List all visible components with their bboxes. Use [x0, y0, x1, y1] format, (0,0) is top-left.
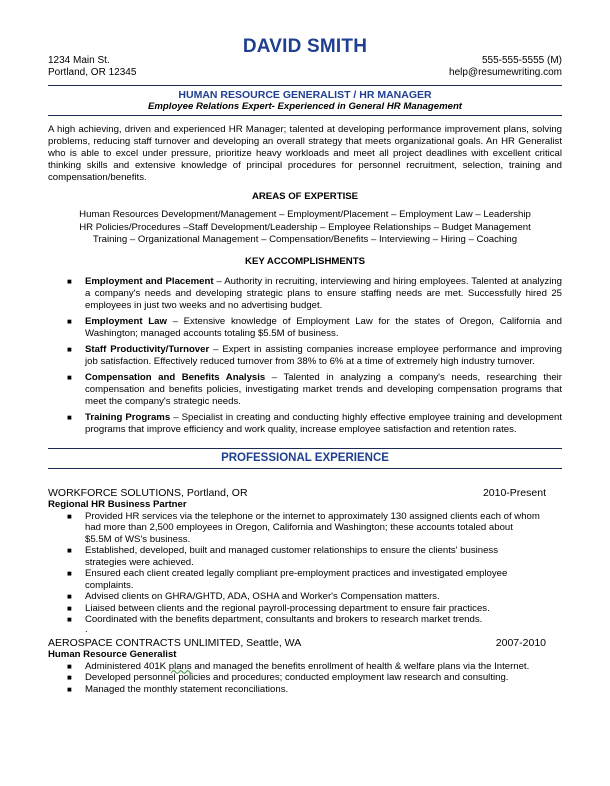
address-line2: Portland, OR 12345 — [48, 67, 137, 78]
summary-paragraph: A high achieving, driven and experienced HR Manager; talented at developing performance improvement plans, solving problems, reducing staff turnover and developing an overall strategy that meets organizational goals. An HR Generalist who is able to excel under pressure, prioritize heavy workloads and meet all project deadlines with excellent critical thinking skills and extensive knowledge of principal procedures for personnel recruitment, selection, training and compensation/benefits. — [48, 124, 562, 183]
bullet-icon: ■ — [67, 412, 72, 422]
headline-divider — [48, 115, 562, 116]
header-divider — [48, 85, 562, 86]
bullet-icon: ■ — [67, 546, 72, 555]
duty-text: Coordinated with the benefits department, consultants and brokers to research market trends. — [85, 614, 483, 625]
phone-email — [449, 55, 562, 79]
bullet-icon: ■ — [67, 592, 72, 601]
list-item — [67, 672, 562, 684]
expertise-title: AREAS OF EXPERTISE — [251, 191, 359, 202]
expertise-line: HR Policies/Procedures –Staff Development/Leadership – Employee Relationships – Budget Management — [79, 221, 531, 233]
list-item — [67, 371, 562, 408]
accomplishments-title: KEY ACCOMPLISHMENTS — [245, 255, 365, 267]
list-item — [67, 545, 562, 568]
job-title: Regional HR Business Partner — [48, 498, 187, 510]
duty-text: Ensured each client created legally compliant pre-employment practices and investigated employee complaints. — [85, 568, 508, 591]
job-header — [48, 637, 562, 649]
list-item — [67, 614, 562, 626]
bullet-icon: ■ — [67, 511, 72, 521]
company-name: WORKFORCE SOLUTIONS — [48, 486, 182, 499]
bullet-icon: ■ — [67, 661, 72, 671]
item-text: – Extensive knowledge of Employment Law for the states of Oregon, California and Washington; managed accounts totaling $5.5M of business. — [85, 315, 562, 339]
bullet-icon: ■ — [67, 615, 72, 624]
bullet-icon: ■ — [67, 684, 72, 694]
list-item — [67, 660, 562, 673]
duty-text: Advised clients on GHRA/GHTD, ADA, OSHA and Worker's Compensation matters. — [85, 591, 440, 602]
duty-text: Established, developed, built and managed customer relationships to ensure the clients' business strategies were achieved. — [85, 545, 499, 568]
job-header — [48, 487, 562, 499]
item-label: Training Programs — [85, 411, 171, 423]
list-item — [67, 683, 562, 696]
accomplishments-list — [48, 276, 562, 436]
duties-list — [48, 511, 562, 626]
duty-text-c: and managed the benefits enrollment of health & welfare plans via the Internet. — [191, 660, 530, 672]
job-employer — [48, 637, 301, 649]
bullet-icon: ■ — [67, 603, 72, 613]
list-item — [67, 343, 562, 368]
job-dates: 2007-2010 — [495, 636, 546, 649]
candidate-name: DAVID SMITH — [242, 36, 368, 57]
duties-list — [48, 661, 562, 696]
item-text: – Expert in assisting companies increase employee performance and improving job satisfaction. Effectively reduced turnover from 38% to 6% at a time of extremely high industry turnover. — [85, 343, 562, 367]
job-dates: 2010-Present — [482, 486, 546, 499]
item-label: Employment Law — [85, 315, 167, 327]
duty-text: Liaised between clients and the regional payroll-processing department to ensure fair practices. — [85, 602, 490, 614]
list-item — [67, 411, 563, 436]
bullet-icon: ■ — [67, 372, 72, 382]
item-text: – Authority in recruiting, interviewing and hiring employees. Talented at analyzing a company's needs and developing strategic plans to ensure staffing needs are met. Successfully hired 25 employees in just two weeks and no advertising budget. — [85, 275, 562, 311]
subheadline: Employee Relations Expert- Experienced in General HR Management — [147, 101, 463, 112]
stray-mark: . — [85, 623, 88, 635]
expertise-line: Training – Organizational Management – Compensation/Benefits – Interviewing – Hiring – Coaching — [92, 234, 518, 245]
company-name: AEROSPACE CONTRACTS UNLIMITED — [48, 636, 241, 649]
list-item — [67, 591, 562, 603]
job-employer — [48, 487, 248, 499]
bullet-icon: ■ — [67, 344, 72, 354]
item-text: – Talented in analyzing a company's needs, researching their compensation and benefits policies, investigating market trends and developing compensation programs that meet the company's strategic needs. — [85, 371, 562, 407]
job-title: Human Resource Generalist — [48, 648, 177, 660]
expertise-list — [48, 209, 562, 247]
bullet-icon: ■ — [67, 569, 72, 578]
company-location: , Portland, OR — [181, 486, 248, 499]
duty-text: Provided HR services via the telephone or the internet to approximately 130 assigned clients each of whom had more than 2,500 employees in Oregon, California and Washington; these accounts totaled about $5.5M of WS's business. — [85, 510, 540, 545]
duty-text: Managed the monthly statement reconciliations. — [85, 683, 289, 695]
list-item — [67, 275, 562, 312]
phone: 555-555-5555 (M) — [481, 55, 562, 66]
headline: HUMAN RESOURCE GENERALIST / HR MANAGER — [178, 89, 432, 101]
bullet-icon: ■ — [67, 316, 72, 326]
expertise-line: Human Resources Development/Management – Employment/Placement – Employment Law – Leadership — [79, 209, 531, 220]
resume-page — [48, 36, 562, 695]
list-item — [67, 602, 562, 615]
bullet-icon: ■ — [67, 276, 72, 286]
address-line1: 1234 Main St. — [48, 55, 110, 66]
item-text: – Specialist in creating and conducting highly effective employee training and development programs that improve efficiency and work quality, increase employee satisfaction and retention rates. — [85, 411, 563, 435]
duty-text-a: Administered 401K — [85, 660, 169, 672]
item-label: Staff Productivity/Turnover — [85, 343, 210, 355]
bullet-icon: ■ — [67, 673, 72, 682]
email: help@resumewriting.com — [449, 67, 562, 78]
contact-block — [48, 55, 562, 79]
list-item — [67, 315, 562, 340]
duty-text: Developed personnel policies and procedures; conducted employment law research and consulting. — [85, 672, 509, 683]
spellcheck-word: plans — [168, 660, 192, 672]
item-label: Compensation and Benefits Analysis — [85, 371, 266, 383]
experience-title: PROFESSIONAL EXPERIENCE — [48, 448, 562, 469]
item-label: Employment and Placement — [85, 275, 214, 287]
address — [48, 55, 136, 79]
list-item — [67, 510, 562, 546]
list-item — [67, 568, 562, 591]
company-location: , Seattle, WA — [240, 636, 302, 649]
